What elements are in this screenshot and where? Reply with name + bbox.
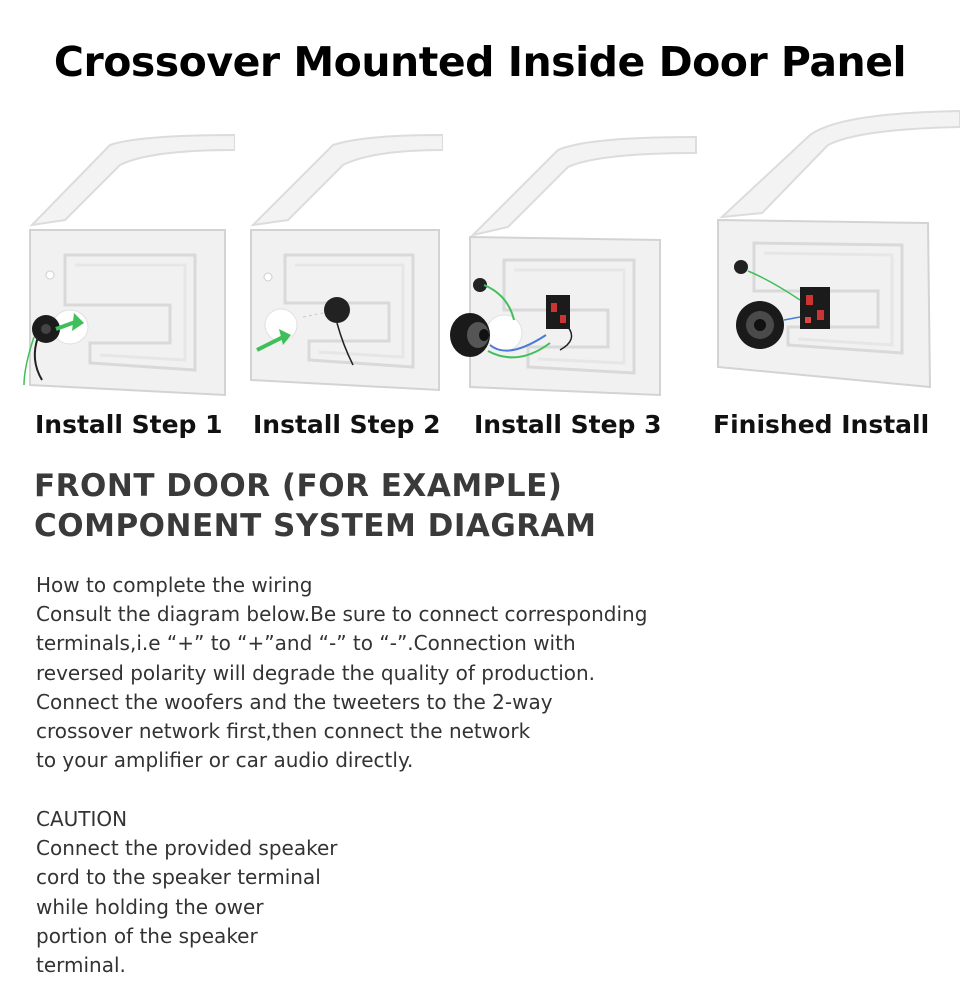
- wiring-instructions: [36, 571, 647, 775]
- wiring-line: reversed polarity will degrade the quality of production.: [36, 660, 596, 685]
- wiring-line: How to complete the wiring: [36, 573, 313, 597]
- wiring-line: to your amplifier or car audio directly.: [36, 748, 414, 773]
- diagram-heading-line-2: COMPONENT SYSTEM DIAGRAM: [34, 508, 597, 544]
- step-label-1: Install Step 1: [35, 410, 223, 439]
- page-title: Crossover Mounted Inside Door Panel: [53, 38, 907, 86]
- wiring-line: Consult the diagram below.Be sure to connect corresponding: [36, 602, 648, 627]
- door-speaker-step-2-icon: [243, 105, 443, 400]
- caution-line: terminal.: [36, 953, 126, 978]
- caution-line: Connect the provided speaker: [36, 836, 338, 861]
- caution-line: cord to the speaker terminal: [36, 865, 321, 890]
- diagram-heading-line-1: FRONT DOOR (FOR EXAMPLE): [34, 468, 563, 504]
- door-speaker-step-1-icon: [20, 105, 235, 400]
- wiring-line: Connect the woofers and the tweeters to the 2-way: [36, 689, 553, 714]
- step-label-2: Install Step 2: [253, 410, 441, 439]
- caution-line: portion of the speaker: [36, 923, 258, 948]
- wiring-line: crossover network first,then connect the network: [36, 719, 531, 744]
- door-speaker-step-3-icon: [448, 105, 698, 400]
- caution-title: CAUTION: [36, 807, 128, 831]
- door-speaker-finished-icon: [710, 105, 960, 400]
- install-steps-illustrations: [0, 105, 960, 405]
- caution-line: while holding the ower: [36, 894, 264, 919]
- caution-section: [36, 805, 337, 980]
- step-label-3: Install Step 3: [474, 410, 662, 439]
- wiring-line: terminals,i.e “+” to “+”and “-” to “-”.Connection with: [36, 631, 576, 656]
- step-label-finished: Finished Install: [713, 410, 930, 439]
